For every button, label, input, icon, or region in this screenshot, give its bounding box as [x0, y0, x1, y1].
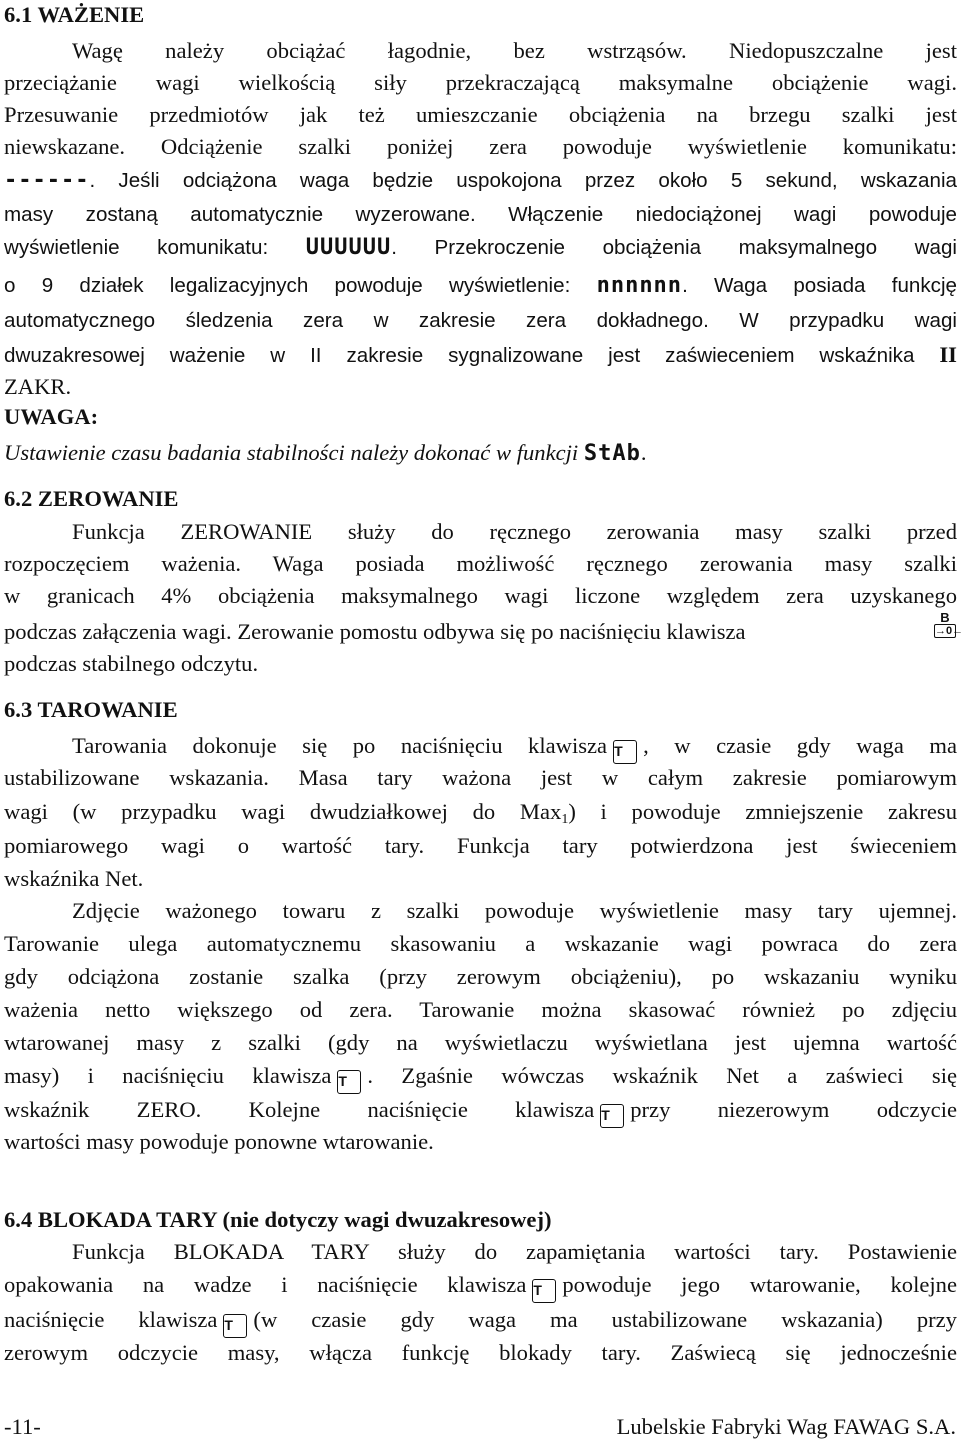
- paragraph-line: masy zostaną automatycznie wyzerowane. Włączenie niedociążonej wagi powoduje: [4, 203, 957, 226]
- paragraph-line: Funkcja ZEROWANIE służy do ręcznego zerowania masy szalki przed: [72, 519, 957, 544]
- section-heading-taring: 6.3 TAROWANIE: [4, 697, 178, 722]
- paragraph-line: o 9 działek legalizacyjnych powoduje wyświetlenie: nnnnnn. Waga posiada funkcję: [4, 273, 957, 298]
- section-heading-zeroing: 6.2 ZEROWANIE: [4, 486, 179, 511]
- section-heading-tare-lock: 6.4 BLOKADA TARY (nie dotyczy wagi dwuzakresowej): [4, 1207, 552, 1232]
- tare-key-icon: T: [613, 740, 637, 764]
- paragraph-line: wyświetlenie komunikatu: UUUUUU. Przekroczenie obciążenia maksymalnego wagi: [4, 235, 957, 260]
- paragraph-line: wagi (w przypadku wagi dwudziałkowej do Max$_1$) i powoduje zmniejszenie zakresu: [4, 799, 957, 827]
- footer-company: Lubelskie Fabryki Wag FAWAG S.A.: [616, 1414, 956, 1439]
- lcd-overload-message: nnnnnn: [596, 273, 683, 298]
- tare-key-icon: T: [223, 1314, 247, 1338]
- paragraph-line: wtarowanej masy z szalki (gdy na wyświetlaczu wyświetlana jest ujemna wartość: [4, 1030, 957, 1055]
- paragraph-line: gdy odciążona zostanie szalka (przy zerowym obciążeniu), po wskazaniu wyniku: [4, 964, 957, 989]
- paragraph-line: dwuzakresowej ważenie w II zakresie sygnalizowane jest zaświeceniem wskaźnika II: [4, 342, 957, 367]
- paragraph-line: ustabilizowane wskazania. Masa tary ważona jest w całym zakresie pomiarowym: [4, 765, 957, 790]
- paragraph-line: ------. Jeśli odciążona waga będzie uspokojona przez około 5 sekund, wskazania: [4, 168, 957, 193]
- lcd-underload-startup-message: UUUUUU: [305, 235, 392, 260]
- tare-key-icon: T: [532, 1279, 556, 1303]
- paragraph-line: w granicach 4% obciążenia maksymalnego wagi liczone względem zera uzyskanego: [4, 583, 957, 608]
- paragraph-line: przeciążanie wagi wielkością siły przekraczającą maksymalne obciążenie wagi.: [4, 70, 957, 95]
- paragraph-line: Funkcja BLOKADA TARY służy do zapamiętania wartości tary. Postawienie: [72, 1239, 957, 1264]
- paragraph-line: Przesuwanie przedmiotów jak też umieszczanie obciążenia na brzegu szalki jest: [4, 102, 957, 127]
- paragraph-line: pomiarowego wagi o wartość tary. Funkcja tary potwierdzona jest świeceniem: [4, 833, 957, 858]
- paragraph-line: niewskazane. Odciążenie szalki poniżej zera powoduje wyświetlenie komunikatu:: [4, 134, 957, 159]
- paragraph-line: Zdjęcie ważonego towaru z szalki powoduje wyświetlenie masy tary ujemnej.: [72, 898, 957, 923]
- lcd-underload-message: ------: [4, 168, 90, 193]
- tare-key-icon: T: [600, 1104, 624, 1128]
- paragraph-line: wskaźnika Net.: [4, 866, 144, 891]
- paragraph-line: opakowania na wadze i naciśnięcie klawisza T powoduje jego wtarowanie, kolejne: [4, 1270, 957, 1303]
- zero-key-icon: B →0←: [935, 610, 963, 637]
- paragraph-line: Tarowanie ulega automatycznemu skasowaniu a wskazanie wagi powraca do zera: [4, 931, 957, 956]
- paragraph-line: ZAKR.: [4, 374, 72, 399]
- paragraph-line: naciśnięcie klawisza T (w czasie gdy waga ma ustabilizowane wskazania) przy: [4, 1305, 957, 1338]
- section-heading-weighing: 6.1 WAŻENIE: [4, 2, 145, 27]
- paragraph-line: Tarowania dokonuje się po naciśnięciu klawisza T , w czasie gdy waga ma: [72, 731, 957, 764]
- paragraph-line: zerowym odczycie masy, włącza funkcję blokady tary. Zaświecą się jednocześnie: [4, 1340, 957, 1365]
- paragraph-line: podczas załączenia wagi. Zerowanie pomostu odbywa się po naciśnięciu klawisza: [4, 619, 746, 644]
- tare-key-icon: T: [337, 1070, 361, 1094]
- paragraph-line: Wagę należy obciążać łagodnie, bez wstrząsów. Niedopuszczalne jest: [72, 38, 957, 63]
- paragraph-line: rozpoczęciem ważenia. Waga posiada możliwość ręcznego zerowania masy szalki: [4, 551, 957, 576]
- lcd-stab-function: StAb: [583, 441, 641, 466]
- paragraph-line: wskaźnik ZERO. Kolejne naciśnięcie klawisza T przy niezerowym odczycie: [4, 1095, 957, 1128]
- note-text: Ustawienie czasu badania stabilności należy dokonać w funkcji StAb.: [4, 440, 647, 466]
- paragraph-line: masy) i naciśnięciu klawisza T . Zgaśnie wówczas wskaźnik Net a zaświeci się: [4, 1061, 957, 1094]
- page-number: -11-: [4, 1414, 41, 1439]
- indicator-name: II: [939, 342, 957, 367]
- paragraph-line: podczas stabilnego odczytu.: [4, 651, 259, 676]
- note-label: UWAGA:: [4, 404, 99, 429]
- paragraph-line: automatycznego śledzenia zera w zakresie zera dokładnego. W przypadku wagi: [4, 309, 957, 332]
- paragraph-line: ważenia netto większego od zera. Tarowanie można skasować również po zdjęciu: [4, 997, 957, 1022]
- paragraph-line: wartości masy powoduje ponowne wtarowanie.: [4, 1129, 434, 1154]
